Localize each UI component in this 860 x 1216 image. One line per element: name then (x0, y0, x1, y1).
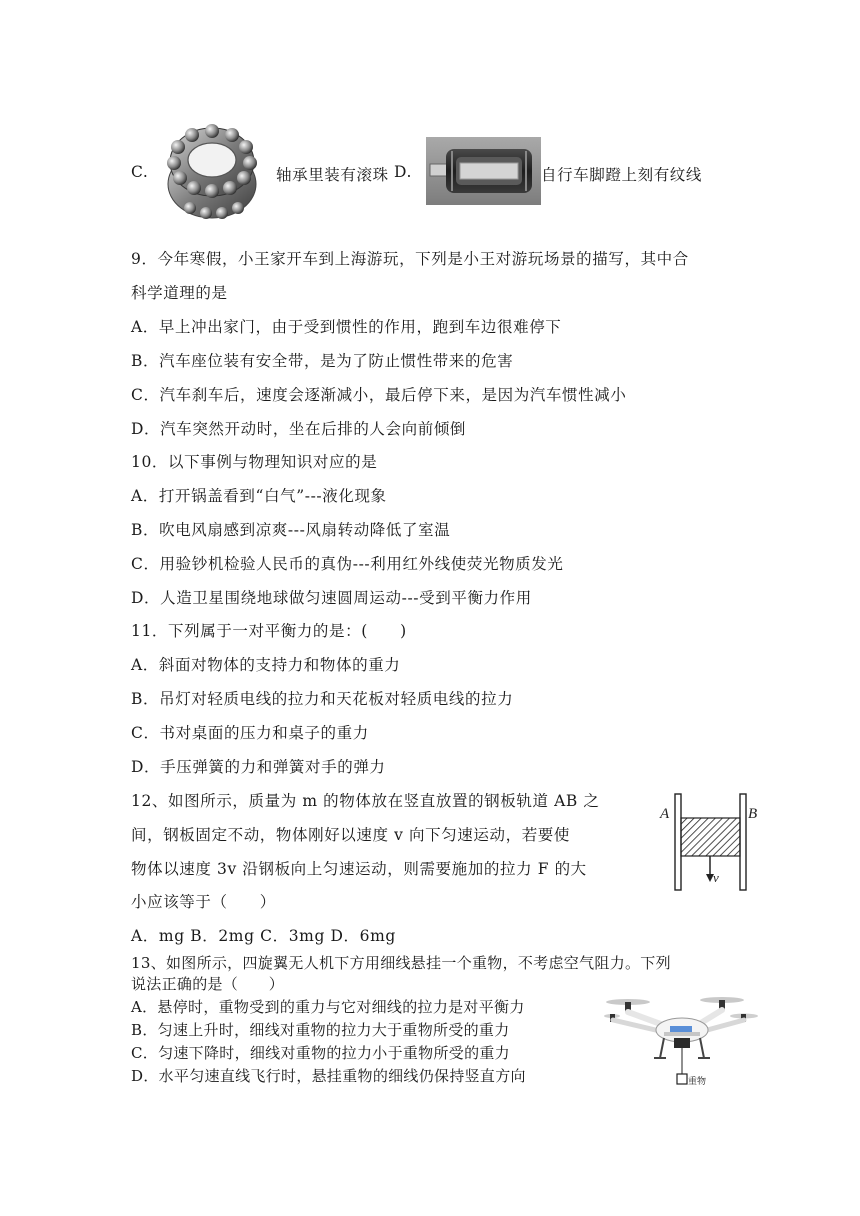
steel-track-figure (658, 790, 770, 892)
q9-option-b: B．汽车座位装有安全带，是为了防止惯性带来的危害 (131, 352, 514, 370)
q8-option-c-text: 轴承里装有滚珠 (276, 166, 389, 184)
q11-option-b: B．吊灯对轻质电线的拉力和天花板对轻质电线的拉力 (131, 690, 514, 708)
q9-option-a: A．早上冲出家门，由于受到惯性的作用，跑到车边很难停下 (131, 318, 562, 336)
q11-option-d: D．手压弹簧的力和弹簧对手的弹力 (131, 758, 386, 776)
label-v: v (713, 870, 719, 885)
q13-option-b: B．匀速上升时，细线对重物的拉力大于重物所受的重力 (131, 1021, 510, 1039)
q12-stem-line3: 物体以速度 3v 沿钢板向上匀速运动，则需要施加的拉力 F 的大 (131, 860, 587, 878)
q11-stem: 11．下列属于一对平衡力的是：( ) (131, 622, 407, 640)
q10-option-d: D．人造卫星围绕地球做匀速圆周运动---受到平衡力作用 (131, 589, 532, 607)
q10-stem: 10．以下事例与物理知识对应的是 (131, 453, 378, 471)
drone-figure (604, 992, 762, 1092)
q8-option-d-text: 自行车脚蹬上刻有纹线 (541, 166, 703, 184)
q13-stem-line1: 13、如图所示，四旋翼无人机下方用细线悬挂一个重物，不考虑空气阻力。下列 (131, 954, 671, 972)
q12-stem-line1: 12、如图所示，质量为 m 的物体放在竖直放置的钢板轨道 AB 之 (131, 792, 600, 810)
label-b: B (748, 806, 758, 822)
q9-stem-line1: 9．今年寒假，小王家开车到上海游玩，下列是小王对游玩场景的描写，其中合 (131, 250, 689, 268)
q10-option-c: C．用验钞机检验人民币的真伪---利用红外线使荧光物质发光 (131, 555, 564, 573)
q8-option-d-label: D. (394, 163, 413, 181)
bearing-image (160, 118, 264, 224)
pedal-image (426, 137, 541, 205)
q12-stem-line2: 间，钢板固定不动，物体刚好以速度 v 向下匀速运动，若要使 (131, 826, 571, 844)
q13-option-d: D．水平匀速直线飞行时，悬挂重物的细线仍保持竖直方向 (131, 1067, 526, 1085)
q12-stem-line4: 小应该等于（ ） (131, 893, 276, 911)
q13-option-c: C．匀速下降时，细线对重物的拉力小于重物所受的重力 (131, 1044, 510, 1062)
q9-option-c: C．汽车刹车后，速度会逐渐减小，最后停下来，是因为汽车惯性减小 (131, 386, 627, 404)
q10-option-b: B．吹电风扇感到凉爽---风扇转动降低了室温 (131, 521, 451, 539)
label-a: A (660, 806, 670, 822)
q11-option-c: C．书对桌面的压力和桌子的重力 (131, 724, 369, 742)
q13-option-a: A．悬停时，重物受到的重力与它对细线的拉力是对平衡力 (131, 998, 525, 1016)
q8-option-c-label: C. (131, 163, 149, 181)
q11-option-a: A．斜面对物体的支持力和物体的重力 (131, 656, 401, 674)
q13-stem-line2: 说法正确的是（ ） (131, 975, 285, 993)
q12-options: A．mg B．2mg C．3mg D．6mg (131, 927, 396, 945)
weight-label: 重物 (688, 1077, 707, 1087)
q9-stem-line2: 科学道理的是 (131, 284, 228, 302)
q10-option-a: A．打开锅盖看到“白气”---液化现象 (131, 487, 387, 505)
q9-option-d: D．汽车突然开动时，坐在后排的人会向前倾倒 (131, 420, 467, 438)
